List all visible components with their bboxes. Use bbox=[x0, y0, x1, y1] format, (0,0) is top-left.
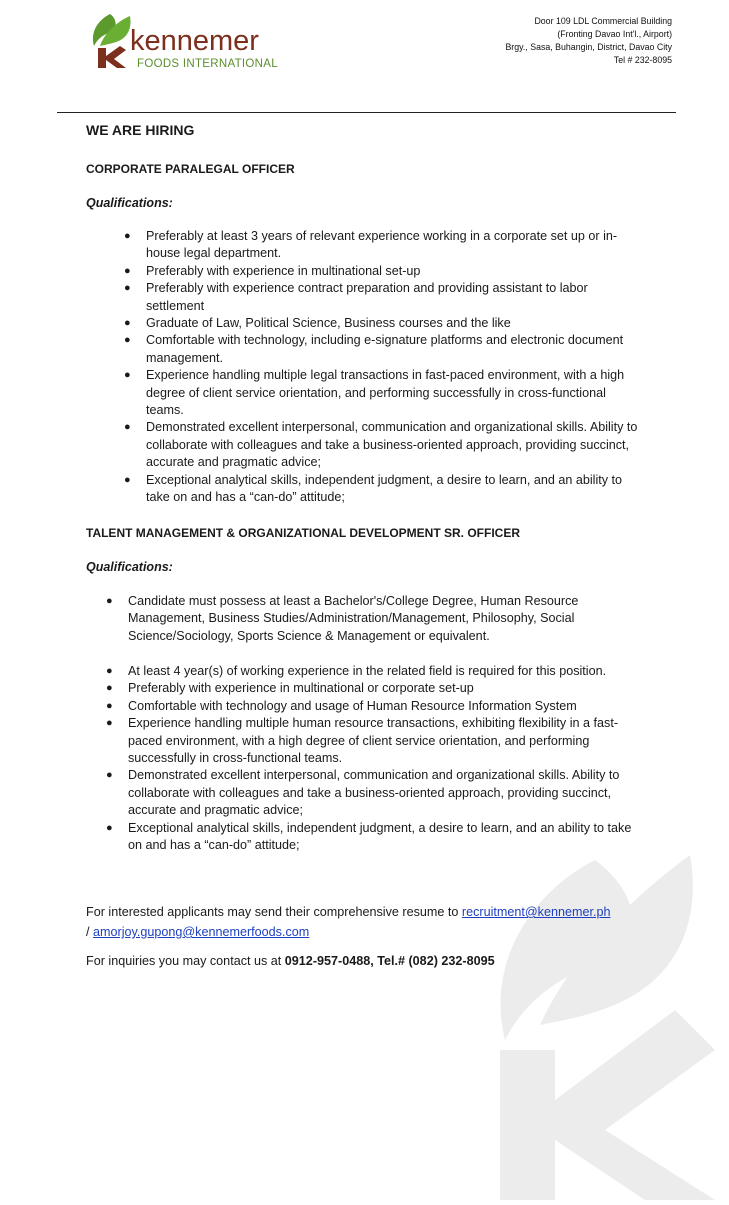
list-item: ● Comfortable with technology and usage of Human Resource Information System bbox=[128, 698, 648, 715]
bullet-icon: ● bbox=[106, 665, 113, 677]
list-item: ● Comfortable with technology, including e-signature platforms and electronic document management. bbox=[124, 333, 624, 365]
list-item: ● Experience handling multiple legal transactions in fast-paced environment, with a high degree of client service orientation, and performing successfully in cross-functional teams. bbox=[124, 368, 625, 418]
list-item: ● Experience handling multiple human resource transactions, exhibiting flexibility in a fast-paced environment, with a high degree of client service orientation, and performing successfully in cross-functional teams. bbox=[106, 716, 619, 766]
list-item: ● Demonstrated excellent interpersonal, communication and organizational skills. Ability to collaborate with colleagues and take a business-oriented approach, providing succinct, accurate and pragmatic advice; bbox=[106, 768, 620, 818]
header-divider bbox=[57, 112, 676, 113]
bullet-icon: ● bbox=[124, 334, 131, 347]
qualifications-list bbox=[106, 663, 648, 854]
qualifications-label: Qualifications: bbox=[86, 196, 173, 210]
email-separator: / bbox=[86, 925, 93, 939]
list-item: ● Graduate of Law, Political Science, Business courses and the like bbox=[146, 315, 641, 332]
position-title: CORPORATE PARALEGAL OFFICER bbox=[86, 162, 295, 176]
address-line: Tel # 232-8095 bbox=[613, 55, 672, 65]
bullet-icon: ● bbox=[106, 682, 113, 695]
bullet-icon: ● bbox=[124, 421, 131, 434]
company-address bbox=[505, 15, 672, 67]
bullet-icon: ● bbox=[106, 717, 113, 730]
list-item: ● Exceptional analytical skills, independent judgment, a desire to learn, and an ability to take on and has a “can-do” attitude; bbox=[124, 472, 623, 505]
list-item: ● Demonstrated excellent interpersonal, communication and organizational skills. Ability to collaborate with colleagues and take a business-oriented approach, providing succinct, accurate and pragmatic advice; bbox=[124, 420, 638, 470]
list-item: ● Candidate must possess at least a Bachelor's/College Degree, Human Resource Management, Business Studies/Administration/Management, Philosophy, Social Science/Sociology, Sports Science & Management or equivalent. bbox=[106, 594, 579, 643]
bullet-icon: ● bbox=[124, 473, 131, 486]
leaf-k-logo-icon bbox=[90, 12, 134, 70]
application-instructions bbox=[86, 902, 656, 942]
contact-email-link[interactable]: amorjoy.gupong@kennemerfoods.com bbox=[93, 925, 310, 939]
contact-numbers: 0912-957-0488, Tel.# (082) 232-8095 bbox=[284, 954, 495, 968]
company-logo bbox=[90, 12, 290, 72]
bullet-icon: ● bbox=[106, 699, 113, 712]
logo-wordmark: kennemer bbox=[130, 25, 259, 57]
bullet-icon: ● bbox=[106, 769, 113, 782]
address-line: Door 109 LDL Commercial Building bbox=[534, 16, 672, 26]
page-title: WE ARE HIRING bbox=[86, 122, 195, 138]
list-item: ● Exceptional analytical skills, independent judgment, a desire to learn, and an ability to take on and has a “can-do” attitude; bbox=[106, 820, 632, 853]
bullet-icon: ● bbox=[124, 264, 131, 277]
inquiry-text: For inquiries you may contact us at bbox=[86, 954, 285, 968]
qualifications-list bbox=[124, 228, 641, 507]
inquiry-line bbox=[86, 954, 495, 968]
bullet-icon: ● bbox=[124, 230, 131, 242]
qualifications-label: Qualifications: bbox=[86, 560, 173, 574]
address-line: (Fronting Davao Int'l., Airport) bbox=[557, 29, 672, 39]
bullet-icon: ● bbox=[106, 595, 113, 607]
bullet-icon: ● bbox=[124, 369, 131, 382]
position-title: TALENT MANAGEMENT & ORGANIZATIONAL DEVELOPMENT SR. OFFICER bbox=[86, 526, 520, 540]
list-item: ● At least 4 year(s) of working experience in the related field is required for this position. bbox=[128, 663, 648, 680]
list-item: ● Preferably at least 3 years of relevant experience working in a corporate set up or in-house legal department. bbox=[124, 229, 618, 261]
list-item: ● Preferably with experience in multinational set-up bbox=[146, 263, 641, 280]
apply-text: For interested applicants may send their comprehensive resume to bbox=[86, 905, 462, 919]
list-item: ● Preferably with experience contract preparation and providing assistant to labor settlement bbox=[124, 281, 588, 313]
bullet-icon: ● bbox=[124, 282, 131, 295]
list-item: ● Preferably with experience in multinational or corporate set-up bbox=[128, 680, 648, 697]
recruitment-email-link[interactable]: recruitment@kennemer.ph bbox=[461, 905, 611, 919]
qualifications-list bbox=[106, 593, 648, 645]
bullet-icon: ● bbox=[124, 317, 131, 330]
address-line: Brgy., Sasa, Buhangin, District, Davao City bbox=[505, 42, 672, 52]
bullet-icon: ● bbox=[106, 821, 113, 834]
logo-subtitle: FOODS INTERNATIONAL bbox=[137, 58, 278, 70]
